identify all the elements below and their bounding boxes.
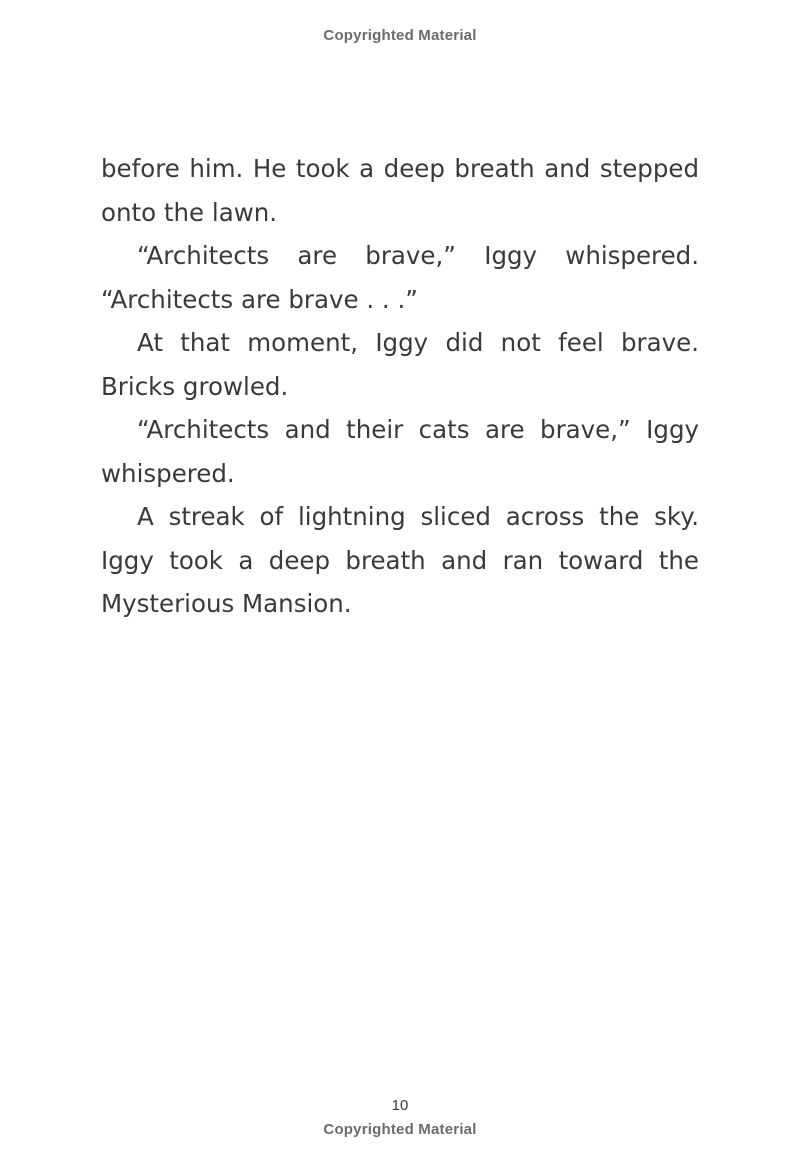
paragraph-3: At that moment, Iggy did not feel brave. Bricks growled. (101, 328, 699, 401)
copyright-watermark-top: Copyrighted Material (323, 27, 477, 44)
paragraph-5: A streak of lightning sliced across the sky. Iggy took a deep breath and ran toward the Mysterious Mansion. (101, 502, 699, 618)
paragraph-4: “Architects and their cats are brave,” Iggy whispered. (101, 415, 699, 488)
page-number: 10 (391, 1097, 409, 1114)
paragraph-2: “Architects are brave,” Iggy whispered. “Architects are brave . . .” (101, 241, 699, 314)
paragraph-1: before him. He took a deep breath and stepped onto the lawn. (101, 154, 699, 227)
page-body (101, 147, 699, 626)
copyright-watermark-bottom: Copyrighted Material (323, 1121, 477, 1138)
